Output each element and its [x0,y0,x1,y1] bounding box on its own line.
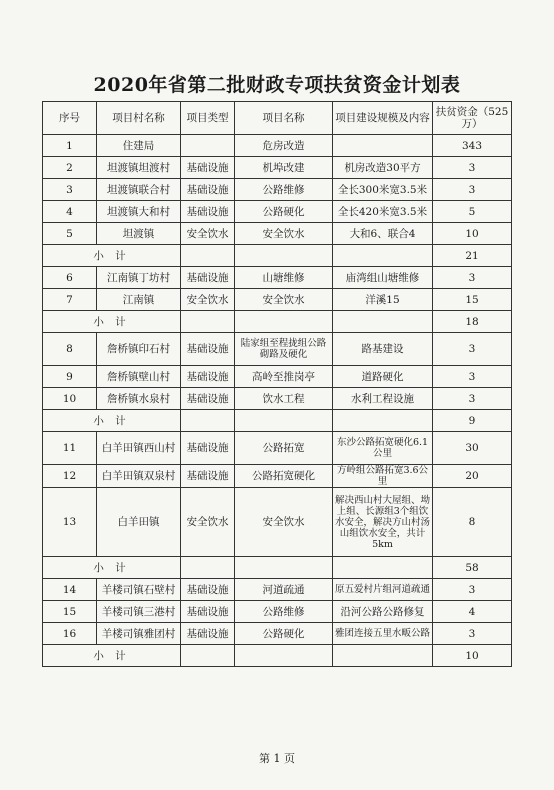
cell-no: 9 [43,366,97,388]
cell-village: 坦渡镇 [97,223,181,245]
page-number: 第 1 页 [259,752,295,765]
cell-type: 安全饮水 [181,488,235,557]
cell-scale: 东沙公路拓宽硬化6.1公里 [333,432,433,465]
cell-funds: 3 [433,366,512,388]
cell-type [181,135,235,157]
cell-scale: 庙湾组山塘维修 [333,267,433,289]
cell-village: 坦渡镇联合村 [97,179,181,201]
cell-scale: 大和6、联合4 [333,223,433,245]
cell-type: 基础设施 [181,179,235,201]
cell-funds: 3 [433,388,512,410]
page-title: 2020年省第二批财政专项扶贫资金计划表 [93,74,461,96]
cell-funds: 3 [433,333,512,366]
subtotal-row [43,410,512,432]
table-row [43,223,512,245]
cell-funds: 10 [433,223,512,245]
cell-no: 12 [43,465,97,488]
header-village: 项目村名称 [97,102,181,135]
table-row [43,157,512,179]
table-row [43,366,512,388]
cell-scale: 方岭组公路拓宽3.6公里 [333,465,433,488]
subtotal-label: 小 计 [43,645,181,667]
cell-no: 2 [43,157,97,179]
cell-village: 坦渡镇大和村 [97,201,181,223]
table-header-row [43,102,512,135]
header-no: 序号 [43,102,97,135]
cell-scale: 全长420米宽3.5米 [333,201,433,223]
subtotal-row [43,557,512,579]
cell-no: 1 [43,135,97,157]
cell-village: 羊楼司镇三港村 [97,601,181,623]
cell-project: 公路维修 [235,601,333,623]
cell-project: 高岭至推岗亭 [235,366,333,388]
cell-scale [333,135,433,157]
table-row [43,179,512,201]
header-type: 项目类型 [181,102,235,135]
cell-no: 3 [43,179,97,201]
cell-no: 8 [43,333,97,366]
cell-funds: 3 [433,179,512,201]
cell-project: 危房改造 [235,135,333,157]
cell-funds: 8 [433,488,512,557]
cell-project: 公路维修 [235,179,333,201]
cell-scale: 水利工程设施 [333,388,433,410]
table-row [43,579,512,601]
cell-type: 基础设施 [181,366,235,388]
cell-village: 白羊田镇双泉村 [97,465,181,488]
cell-funds: 3 [433,623,512,645]
cell-project: 安全饮水 [235,289,333,311]
cell-type: 安全饮水 [181,223,235,245]
subtotal-funds: 9 [433,410,512,432]
cell-no: 13 [43,488,97,557]
cell-project: 公路硬化 [235,201,333,223]
cell-village: 詹桥镇水泉村 [97,388,181,410]
cell-project: 公路拓宽 [235,432,333,465]
subtotal-funds: 18 [433,311,512,333]
cell-project: 安全饮水 [235,223,333,245]
cell-type: 基础设施 [181,388,235,410]
cell-project: 公路拓宽硬化 [235,465,333,488]
cell-funds: 3 [433,267,512,289]
header-project: 项目名称 [235,102,333,135]
cell-scale: 解决西山村大屋组、坳上组、长源组3个组饮水安全，解决方山村汤山组饮水安全，共计5km [333,488,433,557]
cell-project: 饮水工程 [235,388,333,410]
table-row [43,601,512,623]
table-row [43,432,512,465]
table-row [43,623,512,645]
table-row [43,201,512,223]
cell-project: 陆家组至程拢组公路砌路及硬化 [235,333,333,366]
cell-scale: 雅团连接五里水畈公路 [333,623,433,645]
subtotal-row [43,245,512,267]
cell-funds: 30 [433,432,512,465]
cell-type: 基础设施 [181,157,235,179]
cell-funds: 20 [433,465,512,488]
subtotal-label: 小 计 [43,245,181,267]
cell-scale: 洋溪15 [333,289,433,311]
subtotal-label: 小 计 [43,311,181,333]
cell-type: 基础设施 [181,579,235,601]
cell-funds: 3 [433,157,512,179]
cell-no: 10 [43,388,97,410]
subtotal-label: 小 计 [43,557,181,579]
cell-village: 羊楼司镇石壁村 [97,579,181,601]
cell-no: 5 [43,223,97,245]
header-funds: 扶贫资金（525万） [433,102,512,135]
cell-funds: 343 [433,135,512,157]
cell-village: 坦渡镇坦渡村 [97,157,181,179]
subtotal-row [43,645,512,667]
cell-funds: 3 [433,579,512,601]
table-row [43,488,512,557]
cell-type: 基础设施 [181,201,235,223]
cell-scale: 道路硬化 [333,366,433,388]
cell-project: 河道疏通 [235,579,333,601]
cell-village: 江南镇 [97,289,181,311]
cell-type: 基础设施 [181,601,235,623]
subtotal-funds: 21 [433,245,512,267]
cell-funds: 4 [433,601,512,623]
cell-village: 詹桥镇印石村 [97,333,181,366]
cell-funds: 15 [433,289,512,311]
header-scale: 项目建设规模及内容 [333,102,433,135]
cell-village: 白羊田镇 [97,488,181,557]
cell-project: 安全饮水 [235,488,333,557]
cell-village: 白羊田镇西山村 [97,432,181,465]
table-row [43,388,512,410]
cell-funds: 5 [433,201,512,223]
cell-village: 住建局 [97,135,181,157]
cell-no: 4 [43,201,97,223]
cell-scale: 机房改造30平方 [333,157,433,179]
cell-no: 6 [43,267,97,289]
cell-type: 基础设施 [181,267,235,289]
cell-no: 16 [43,623,97,645]
cell-type: 基础设施 [181,623,235,645]
cell-no: 7 [43,289,97,311]
cell-type: 基础设施 [181,333,235,366]
cell-village: 羊楼司镇雅团村 [97,623,181,645]
funds-table [42,101,512,667]
table-row [43,289,512,311]
cell-project: 机埠改建 [235,157,333,179]
subtotal-funds: 10 [433,645,512,667]
cell-village: 江南镇丁坊村 [97,267,181,289]
cell-project: 山塘维修 [235,267,333,289]
cell-no: 15 [43,601,97,623]
cell-scale: 原五爱村片组河道疏通 [333,579,433,601]
table-row [43,267,512,289]
cell-scale: 路基建设 [333,333,433,366]
cell-project: 公路硬化 [235,623,333,645]
cell-type: 安全饮水 [181,289,235,311]
cell-type: 基础设施 [181,432,235,465]
subtotal-row [43,311,512,333]
subtotal-label: 小 计 [43,410,181,432]
cell-no: 11 [43,432,97,465]
table-row [43,333,512,366]
cell-village: 詹桥镇壁山村 [97,366,181,388]
cell-scale: 沿河公路公路修复 [333,601,433,623]
table-row [43,465,512,488]
cell-type: 基础设施 [181,465,235,488]
cell-scale: 全长300米宽3.5米 [333,179,433,201]
cell-no: 14 [43,579,97,601]
subtotal-funds: 58 [433,557,512,579]
table-row [43,135,512,157]
